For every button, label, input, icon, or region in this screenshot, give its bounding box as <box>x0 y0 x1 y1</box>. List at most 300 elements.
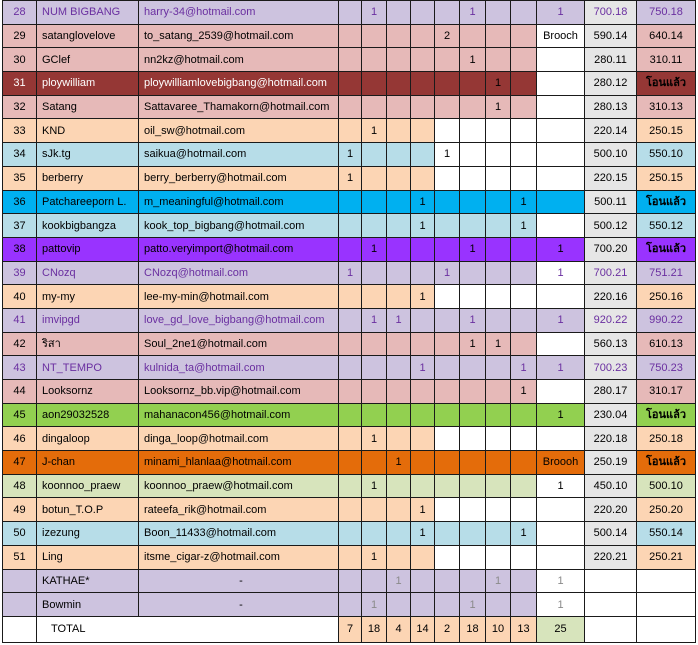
quantity-mark-cell <box>511 24 537 48</box>
total-blank-cell <box>637 616 696 642</box>
total-price-cell: 250.15 <box>637 119 696 143</box>
quantity-mark-cell <box>411 308 435 332</box>
quantity-mark-cell <box>339 24 362 48</box>
table-row <box>3 403 696 427</box>
quantity-mark-cell: 1 <box>411 214 435 238</box>
member-name-cell: Bowmin <box>37 593 139 617</box>
quantity-mark-cell <box>460 474 486 498</box>
email-cell: Sattavaree_Thamakorn@hotmail.com <box>139 95 339 119</box>
quantity-mark-cell <box>387 427 411 451</box>
quantity-mark-cell <box>339 545 362 569</box>
quantity-mark-cell <box>486 285 511 309</box>
quantity-mark-cell <box>486 308 511 332</box>
quantity-mark-cell <box>362 380 387 404</box>
quantity-mark-cell <box>411 166 435 190</box>
quantity-mark-cell <box>460 261 486 285</box>
table-row <box>3 427 696 451</box>
total-price-cell: โอนแล้ว <box>637 72 696 96</box>
total-label: TOTAL <box>37 616 339 642</box>
quantity-mark-cell <box>435 332 460 356</box>
quantity-mark-cell <box>387 143 411 167</box>
email-cell: harry-34@hotmail.com <box>139 1 339 25</box>
row-number-cell: 48 <box>3 474 37 498</box>
quantity-mark-cell <box>362 261 387 285</box>
quantity-mark-cell <box>435 48 460 72</box>
total-price-cell: 500.10 <box>637 474 696 498</box>
total-price-cell: โอนแล้ว <box>637 403 696 427</box>
total-price-cell: 250.20 <box>637 498 696 522</box>
total-price-cell: 751.21 <box>637 261 696 285</box>
total-note-count: 25 <box>537 616 585 642</box>
quantity-mark-cell <box>511 95 537 119</box>
row-number-cell: 35 <box>3 166 37 190</box>
price-cell: 920.22 <box>585 308 637 332</box>
email-cell: to_satang_2539@hotmail.com <box>139 24 339 48</box>
email-cell: Boon_11433@hotmail.com <box>139 522 339 546</box>
note-cell: 1 <box>537 569 585 593</box>
quantity-mark-cell <box>411 24 435 48</box>
row-number-cell: 51 <box>3 545 37 569</box>
quantity-mark-cell <box>435 166 460 190</box>
member-name-cell: aon29032528 <box>37 403 139 427</box>
quantity-mark-cell <box>387 474 411 498</box>
quantity-mark-cell <box>435 427 460 451</box>
total-count-cell: 4 <box>387 616 411 642</box>
quantity-mark-cell <box>486 498 511 522</box>
total-price-cell: 250.18 <box>637 427 696 451</box>
member-name-cell: KATHAE* <box>37 569 139 593</box>
email-cell: love_gd_love_bigbang@hotmail.com <box>139 308 339 332</box>
table-row <box>3 143 696 167</box>
price-cell: 700.18 <box>585 1 637 25</box>
note-cell: Broooh <box>537 451 585 475</box>
quantity-mark-cell <box>435 308 460 332</box>
row-number-cell: 36 <box>3 190 37 214</box>
quantity-mark-cell <box>362 95 387 119</box>
quantity-mark-cell: 1 <box>460 1 486 25</box>
quantity-mark-cell <box>339 237 362 261</box>
quantity-mark-cell <box>435 593 460 617</box>
table-row <box>3 48 696 72</box>
email-cell: patto.veryimport@hotmail.com <box>139 237 339 261</box>
row-number-cell: 45 <box>3 403 37 427</box>
member-name-cell: satanglovelove <box>37 24 139 48</box>
quantity-mark-cell <box>435 403 460 427</box>
quantity-mark-cell <box>339 593 362 617</box>
total-price-cell: 750.18 <box>637 1 696 25</box>
quantity-mark-cell <box>387 48 411 72</box>
note-cell <box>537 380 585 404</box>
quantity-mark-cell <box>339 498 362 522</box>
price-cell: 560.13 <box>585 332 637 356</box>
table-row <box>3 332 696 356</box>
quantity-mark-cell <box>460 403 486 427</box>
email-cell: Looksornz_bb.vip@hotmail.com <box>139 380 339 404</box>
table-row <box>3 119 696 143</box>
total-blank-cell <box>3 616 37 642</box>
quantity-mark-cell <box>511 48 537 72</box>
email-cell: nn2kz@hotmail.com <box>139 48 339 72</box>
row-number-cell <box>3 569 37 593</box>
total-price-cell: 250.16 <box>637 285 696 309</box>
quantity-mark-cell: 1 <box>339 143 362 167</box>
quantity-mark-cell: 1 <box>362 593 387 617</box>
row-number-cell: 34 <box>3 143 37 167</box>
quantity-mark-cell: 1 <box>435 261 460 285</box>
email-cell: dinga_loop@hotmail.com <box>139 427 339 451</box>
quantity-mark-cell <box>486 261 511 285</box>
email-cell: m_meaningful@hotmail.com <box>139 190 339 214</box>
quantity-mark-cell <box>387 356 411 380</box>
quantity-mark-cell <box>387 95 411 119</box>
quantity-mark-cell <box>460 119 486 143</box>
quantity-mark-cell <box>486 427 511 451</box>
quantity-mark-cell: 1 <box>435 143 460 167</box>
price-cell: 450.10 <box>585 474 637 498</box>
quantity-mark-cell <box>339 522 362 546</box>
note-cell: Brooch <box>537 24 585 48</box>
quantity-mark-cell <box>387 190 411 214</box>
price-cell: 220.21 <box>585 545 637 569</box>
total-price-cell: 250.21 <box>637 545 696 569</box>
quantity-mark-cell <box>362 285 387 309</box>
member-name-cell: my-my <box>37 285 139 309</box>
total-count-cell: 2 <box>435 616 460 642</box>
row-number-cell: 43 <box>3 356 37 380</box>
quantity-mark-cell: 1 <box>387 308 411 332</box>
note-cell <box>537 72 585 96</box>
quantity-mark-cell <box>362 143 387 167</box>
quantity-mark-cell <box>511 143 537 167</box>
table-row <box>3 261 696 285</box>
quantity-mark-cell <box>486 190 511 214</box>
member-name-cell: koonnoo_praew <box>37 474 139 498</box>
email-cell: kulnida_ta@hotmail.com <box>139 356 339 380</box>
quantity-mark-cell <box>411 545 435 569</box>
note-cell: 1 <box>537 593 585 617</box>
quantity-mark-cell <box>411 427 435 451</box>
total-price-cell: 610.13 <box>637 332 696 356</box>
note-cell <box>537 190 585 214</box>
table-row <box>3 522 696 546</box>
quantity-mark-cell: 1 <box>511 522 537 546</box>
quantity-mark-cell <box>486 380 511 404</box>
quantity-mark-cell <box>486 356 511 380</box>
quantity-mark-cell: 1 <box>486 72 511 96</box>
table-row <box>3 166 696 190</box>
quantity-mark-cell <box>339 1 362 25</box>
quantity-mark-cell <box>411 48 435 72</box>
quantity-mark-cell <box>511 498 537 522</box>
quantity-mark-cell <box>435 498 460 522</box>
total-price-cell: โอนแล้ว <box>637 190 696 214</box>
quantity-mark-cell <box>486 166 511 190</box>
quantity-mark-cell <box>435 522 460 546</box>
quantity-mark-cell <box>460 569 486 593</box>
quantity-mark-cell <box>435 380 460 404</box>
quantity-mark-cell: 1 <box>511 380 537 404</box>
quantity-mark-cell <box>411 569 435 593</box>
quantity-mark-cell: 1 <box>411 190 435 214</box>
price-cell: 700.21 <box>585 261 637 285</box>
total-price-cell: โอนแล้ว <box>637 237 696 261</box>
quantity-mark-cell <box>435 285 460 309</box>
quantity-mark-cell: 1 <box>411 356 435 380</box>
quantity-mark-cell <box>387 380 411 404</box>
quantity-mark-cell: 1 <box>362 1 387 25</box>
quantity-mark-cell <box>511 308 537 332</box>
quantity-mark-cell <box>435 451 460 475</box>
row-number-cell: 29 <box>3 24 37 48</box>
quantity-mark-cell <box>339 48 362 72</box>
price-cell: 230.04 <box>585 403 637 427</box>
note-cell: 1 <box>537 403 585 427</box>
row-number-cell: 28 <box>3 1 37 25</box>
total-price-cell: 550.10 <box>637 143 696 167</box>
email-cell: - <box>139 593 339 617</box>
quantity-mark-cell: 1 <box>362 308 387 332</box>
quantity-mark-cell <box>511 403 537 427</box>
quantity-mark-cell <box>339 190 362 214</box>
quantity-mark-cell: 2 <box>435 24 460 48</box>
quantity-mark-cell: 1 <box>486 332 511 356</box>
member-name-cell: NT_TEMPO <box>37 356 139 380</box>
member-name-cell: CNozq <box>37 261 139 285</box>
quantity-mark-cell <box>435 237 460 261</box>
quantity-mark-cell: 1 <box>387 451 411 475</box>
table-row <box>3 569 696 593</box>
note-cell <box>537 143 585 167</box>
note-cell <box>537 545 585 569</box>
quantity-mark-cell <box>339 332 362 356</box>
quantity-mark-cell: 1 <box>460 237 486 261</box>
total-count-cell: 10 <box>486 616 511 642</box>
quantity-mark-cell <box>511 451 537 475</box>
quantity-mark-cell <box>435 119 460 143</box>
member-name-cell: pattovip <box>37 237 139 261</box>
price-cell: 280.12 <box>585 72 637 96</box>
member-name-cell: ริสา <box>37 332 139 356</box>
quantity-mark-cell <box>411 474 435 498</box>
quantity-mark-cell <box>362 451 387 475</box>
quantity-mark-cell <box>411 237 435 261</box>
quantity-mark-cell <box>362 190 387 214</box>
quantity-mark-cell <box>511 166 537 190</box>
quantity-mark-cell: 1 <box>511 190 537 214</box>
member-name-cell: J-chan <box>37 451 139 475</box>
quantity-mark-cell <box>411 143 435 167</box>
quantity-mark-cell: 1 <box>362 237 387 261</box>
quantity-mark-cell: 1 <box>339 166 362 190</box>
note-cell: 1 <box>537 356 585 380</box>
quantity-mark-cell <box>387 166 411 190</box>
quantity-mark-cell <box>435 474 460 498</box>
table-row <box>3 1 696 25</box>
row-number-cell: 32 <box>3 95 37 119</box>
table-row <box>3 593 696 617</box>
total-price-cell: 310.13 <box>637 95 696 119</box>
total-price-cell: โอนแล้ว <box>637 451 696 475</box>
row-number-cell: 33 <box>3 119 37 143</box>
quantity-mark-cell <box>387 261 411 285</box>
quantity-mark-cell <box>387 1 411 25</box>
quantity-mark-cell <box>362 166 387 190</box>
quantity-mark-cell: 1 <box>460 308 486 332</box>
quantity-mark-cell <box>511 72 537 96</box>
member-name-cell: NUM BIGBANG <box>37 1 139 25</box>
row-number-cell: 50 <box>3 522 37 546</box>
member-name-cell: KND <box>37 119 139 143</box>
email-cell: mahanacon456@hotmail.com <box>139 403 339 427</box>
table-row <box>3 474 696 498</box>
price-cell: 500.11 <box>585 190 637 214</box>
quantity-mark-cell <box>387 545 411 569</box>
quantity-mark-cell <box>511 545 537 569</box>
quantity-mark-cell <box>411 332 435 356</box>
price-cell: 500.12 <box>585 214 637 238</box>
quantity-mark-cell <box>339 95 362 119</box>
quantity-mark-cell <box>387 593 411 617</box>
table-row <box>3 356 696 380</box>
quantity-mark-cell <box>486 474 511 498</box>
quantity-mark-cell <box>511 237 537 261</box>
row-number-cell: 49 <box>3 498 37 522</box>
note-cell <box>537 48 585 72</box>
note-cell: 1 <box>537 474 585 498</box>
quantity-mark-cell <box>387 119 411 143</box>
quantity-mark-cell <box>511 332 537 356</box>
row-number-cell: 31 <box>3 72 37 96</box>
quantity-mark-cell: 1 <box>486 569 511 593</box>
quantity-mark-cell <box>362 569 387 593</box>
quantity-mark-cell <box>411 261 435 285</box>
quantity-mark-cell <box>460 380 486 404</box>
email-cell: koonnoo_praew@hotmail.com <box>139 474 339 498</box>
member-name-cell: Looksornz <box>37 380 139 404</box>
note-cell: 1 <box>537 1 585 25</box>
quantity-mark-cell <box>339 72 362 96</box>
quantity-mark-cell <box>362 332 387 356</box>
member-name-cell: ploywilliam <box>37 72 139 96</box>
quantity-mark-cell <box>411 593 435 617</box>
quantity-mark-cell <box>387 403 411 427</box>
total-price-cell: 310.11 <box>637 48 696 72</box>
total-count-cell: 18 <box>362 616 387 642</box>
total-blank-cell <box>585 616 637 642</box>
member-name-cell: Patchareeporn L. <box>37 190 139 214</box>
quantity-mark-cell <box>339 285 362 309</box>
quantity-mark-cell <box>362 403 387 427</box>
quantity-mark-cell <box>435 95 460 119</box>
quantity-mark-cell <box>362 498 387 522</box>
total-price-cell: 550.14 <box>637 522 696 546</box>
quantity-mark-cell <box>511 569 537 593</box>
total-count-cell: 14 <box>411 616 435 642</box>
price-cell: 280.17 <box>585 380 637 404</box>
quantity-mark-cell: 1 <box>362 427 387 451</box>
quantity-mark-cell <box>486 403 511 427</box>
total-price-cell <box>637 569 696 593</box>
quantity-mark-cell: 1 <box>460 332 486 356</box>
member-name-cell: kookbigbangza <box>37 214 139 238</box>
quantity-mark-cell <box>460 214 486 238</box>
quantity-mark-cell <box>339 119 362 143</box>
quantity-mark-cell <box>511 285 537 309</box>
quantity-mark-cell <box>411 1 435 25</box>
quantity-mark-cell <box>460 545 486 569</box>
price-cell: 280.11 <box>585 48 637 72</box>
quantity-mark-cell <box>460 498 486 522</box>
quantity-mark-cell <box>411 451 435 475</box>
price-cell: 700.23 <box>585 356 637 380</box>
quantity-mark-cell <box>362 522 387 546</box>
quantity-mark-cell: 1 <box>511 356 537 380</box>
total-price-cell <box>637 593 696 617</box>
quantity-mark-cell <box>411 72 435 96</box>
table-row <box>3 545 696 569</box>
quantity-mark-cell <box>387 285 411 309</box>
quantity-mark-cell <box>511 474 537 498</box>
quantity-mark-cell <box>362 48 387 72</box>
email-cell: kook_top_bigbang@hotmail.com <box>139 214 339 238</box>
total-price-cell: 250.15 <box>637 166 696 190</box>
quantity-mark-cell <box>339 569 362 593</box>
total-price-cell: 310.17 <box>637 380 696 404</box>
member-name-cell: sJk.tg <box>37 143 139 167</box>
table-row <box>3 498 696 522</box>
note-cell <box>537 522 585 546</box>
quantity-mark-cell <box>511 1 537 25</box>
quantity-mark-cell <box>486 24 511 48</box>
quantity-mark-cell: 1 <box>411 498 435 522</box>
quantity-mark-cell <box>511 119 537 143</box>
email-cell: berry_berberry@hotmail.com <box>139 166 339 190</box>
row-number-cell: 39 <box>3 261 37 285</box>
note-cell <box>537 95 585 119</box>
note-cell <box>537 498 585 522</box>
quantity-mark-cell <box>411 95 435 119</box>
email-cell: ploywilliamlovebigbang@hotmail.com <box>139 72 339 96</box>
total-price-cell: 990.22 <box>637 308 696 332</box>
email-cell: Soul_2ne1@hotmail.com <box>139 332 339 356</box>
email-cell: saikua@hotmail.com <box>139 143 339 167</box>
member-name-cell: izezung <box>37 522 139 546</box>
price-cell: 220.20 <box>585 498 637 522</box>
note-cell <box>537 285 585 309</box>
quantity-mark-cell <box>387 72 411 96</box>
quantity-mark-cell <box>486 451 511 475</box>
table-row <box>3 72 696 96</box>
quantity-mark-cell <box>460 522 486 546</box>
price-cell: 500.14 <box>585 522 637 546</box>
quantity-mark-cell <box>460 95 486 119</box>
price-cell: 700.20 <box>585 237 637 261</box>
quantity-mark-cell <box>339 356 362 380</box>
quantity-mark-cell <box>460 72 486 96</box>
price-cell: 220.16 <box>585 285 637 309</box>
quantity-mark-cell: 1 <box>411 285 435 309</box>
quantity-mark-cell <box>460 285 486 309</box>
quantity-mark-cell <box>460 24 486 48</box>
note-cell <box>537 166 585 190</box>
email-cell: minami_hlanlaa@hotmail.com <box>139 451 339 475</box>
quantity-mark-cell: 1 <box>460 48 486 72</box>
member-name-cell: dingaloop <box>37 427 139 451</box>
member-name-cell: Satang <box>37 95 139 119</box>
quantity-mark-cell: 1 <box>486 95 511 119</box>
note-cell: 1 <box>537 308 585 332</box>
quantity-mark-cell <box>362 356 387 380</box>
